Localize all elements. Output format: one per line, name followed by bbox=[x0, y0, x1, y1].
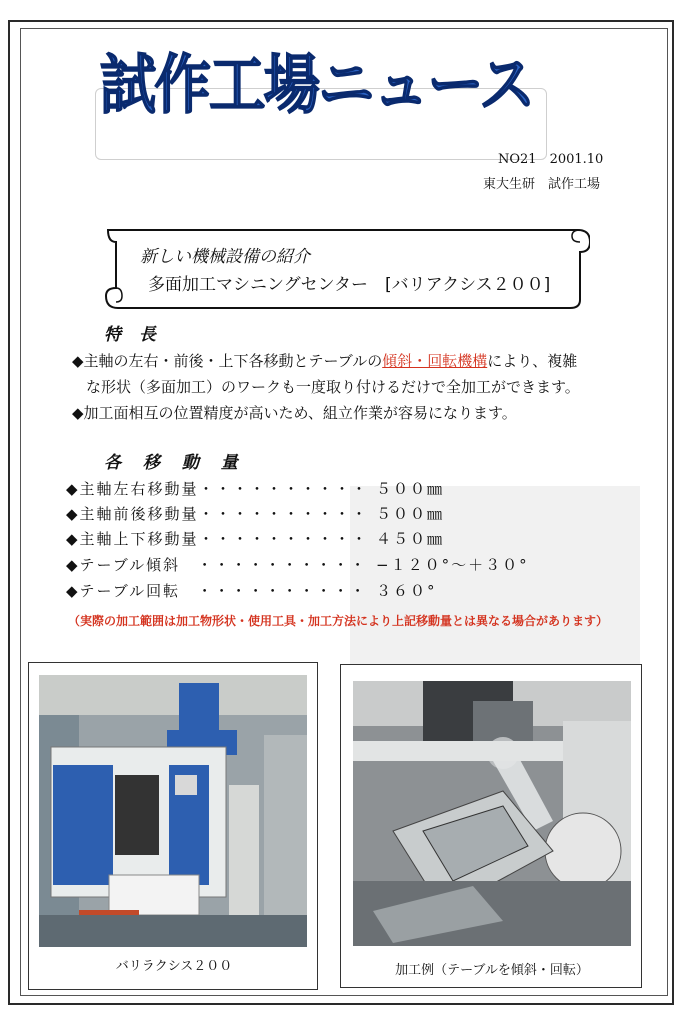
feature-item-1 bbox=[72, 350, 577, 371]
movement-row bbox=[66, 554, 529, 575]
feature-item-1-cont: な形状（多面加工）のワークも一度取り付けるだけで全加工ができます。 bbox=[86, 378, 580, 396]
feature-text: ◆主軸の左右・前後・上下各移動とテーブルの bbox=[72, 352, 383, 370]
photo-left-frame bbox=[28, 662, 318, 990]
movement-label: ◆テーブル傾斜 ・・・・・・・・・・ bbox=[66, 556, 368, 574]
movement-label: ◆主軸上下移動量・・・・・・・・・・ bbox=[66, 530, 369, 548]
movement-label: ◆テーブル回転 ・・・・・・・・・・ bbox=[66, 582, 368, 600]
movement-row bbox=[66, 503, 445, 524]
movement-value: ５００㎜ bbox=[376, 480, 445, 498]
movement-value: −１２０°〜＋３０° bbox=[376, 556, 529, 574]
movement-label: ◆主軸左右移動量・・・・・・・・・・ bbox=[66, 480, 369, 498]
machine-photo-icon bbox=[39, 675, 307, 947]
feature-text: により、複雑 bbox=[487, 352, 578, 370]
movement-row bbox=[66, 580, 437, 601]
intro-banner bbox=[100, 220, 590, 310]
movement-row bbox=[66, 528, 445, 549]
issue-number: NO21 2001.10 bbox=[498, 152, 604, 167]
photo-right-frame bbox=[340, 664, 642, 988]
movement-row bbox=[66, 478, 445, 499]
movement-heading: 各 移 動 量 bbox=[104, 453, 246, 473]
organization: 東大生研 試作工場 bbox=[483, 177, 601, 192]
movement-value: ３６０° bbox=[376, 582, 437, 600]
feature-highlight: 傾斜・回転機構 bbox=[382, 352, 488, 370]
machining-example-photo-icon bbox=[353, 681, 631, 946]
newsletter-title: 試作工場ニュース bbox=[100, 49, 534, 123]
photo-right-caption: 加工例（テーブルを傾斜・回転） bbox=[395, 963, 589, 978]
movement-label: ◆主軸前後移動量・・・・・・・・・・ bbox=[66, 505, 369, 523]
intro-line-1: 新しい機械設備の紹介 bbox=[140, 247, 310, 267]
movement-value: ５００㎜ bbox=[376, 505, 445, 523]
movement-note: （実際の加工範囲は加工物形状・使用工具・加工方法により上記移動量とは異なる場合があります） bbox=[68, 614, 609, 628]
photo-left-caption: バリラクシス２００ bbox=[115, 959, 233, 974]
intro-line-2: 多面加工マシニングセンター [バリアクシス２００] bbox=[148, 275, 551, 295]
movement-value: ４５０㎜ bbox=[376, 530, 445, 548]
feature-item-2: ◆加工面相互の位置精度が高いため、組立作業が容易になります。 bbox=[72, 404, 517, 422]
features-heading: 特 長 bbox=[104, 325, 162, 345]
